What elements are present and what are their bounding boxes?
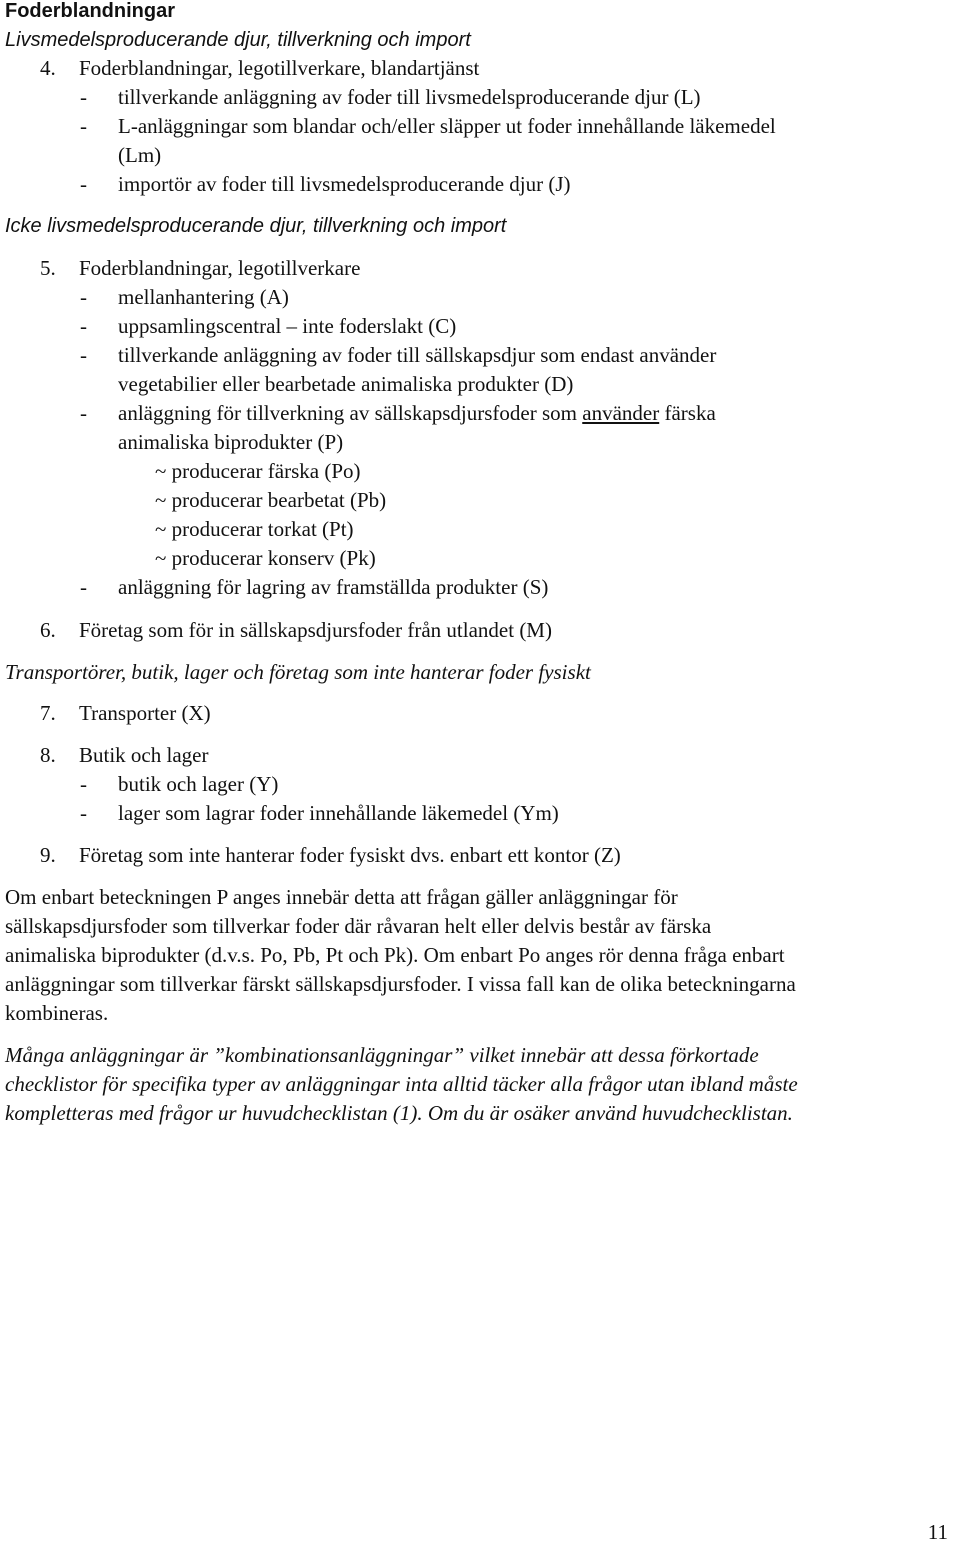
italic-paragraph-line: checklistor för specifika typer av anläggningar inta alltid täcker alla frågor utan ibland måste — [5, 1072, 798, 1096]
sub-item-text: importör av foder till livsmedelsproducerande djur (J) — [118, 172, 571, 196]
sub-item — [0, 312, 960, 341]
sub-item — [0, 83, 960, 112]
note-paragraph-line: Om enbart beteckningen P anges innebär detta att frågan gäller anläggningar för — [5, 885, 678, 909]
note-paragraph-line: anläggningar som tillverkar färskt sällskapsdjursfoder. I vissa fall kan de olika beteckningarna — [5, 972, 796, 996]
dash-bullet: - — [80, 172, 87, 196]
sub-item-text: (Lm) — [118, 143, 162, 167]
sub-sub-item-text: ~ producerar bearbetat (Pb) — [155, 488, 387, 512]
sub-item — [0, 573, 960, 602]
sub-item-text: uppsamlingscentral – inte foderslakt (C) — [118, 314, 457, 338]
section-heading-transport: Transportörer, butik, lager och företag som inte hanterar foder fysiskt — [5, 660, 591, 684]
sub-item-text: tillverkande anläggning av foder till livsmedelsproducerande djur (L) — [118, 85, 701, 109]
sub-sub-item — [0, 486, 960, 515]
note-paragraph-line: sällskapsdjursfoder som tillverkar foder där råvaran helt eller delvis består av färska — [5, 914, 712, 938]
list-item-6 — [0, 616, 960, 645]
sub-sub-item — [0, 515, 960, 544]
list-item-4 — [0, 54, 960, 83]
sub-item-text: lager som lagrar foder innehållande läkemedel (Ym) — [118, 801, 559, 825]
dash-bullet: - — [80, 343, 87, 367]
sub-item — [0, 770, 960, 799]
item-text: Företag som inte hanterar foder fysiskt dvs. enbart ett kontor (Z) — [79, 843, 621, 867]
sub-item-continuation — [0, 141, 960, 170]
item-number: 5. — [40, 256, 56, 280]
dash-bullet: - — [80, 285, 87, 309]
list-item-7 — [0, 699, 960, 728]
italic-paragraph-line: kompletteras med frågor ur huvudchecklistan (1). Om du är osäker använd huvudchecklistan. — [5, 1101, 793, 1125]
note-paragraph-line: kombineras. — [5, 1001, 109, 1025]
sub-item — [0, 112, 960, 141]
sub-sub-item-text: ~ producerar färska (Po) — [155, 459, 361, 483]
note-paragraph-line: animaliska biprodukter (d.v.s. Po, Pb, Pt och Pk). Om enbart Po anges rör denna fråga enbart — [5, 943, 785, 967]
item-number: 7. — [40, 701, 56, 725]
item-number: 6. — [40, 618, 56, 642]
section-heading-non-food: Icke livsmedelsproducerande djur, tillverkning och import — [5, 215, 507, 237]
dash-bullet: - — [80, 114, 87, 138]
sub-item — [0, 341, 960, 370]
page-number: 11 — [927, 1520, 948, 1544]
item-text: Transporter (X) — [79, 701, 211, 725]
dash-bullet: - — [80, 772, 87, 796]
sub-item-text: vegetabilier eller bearbetade animaliska produkter (D) — [118, 372, 574, 396]
section-heading-food-producing: Livsmedelsproducerande djur, tillverkning och import — [5, 29, 471, 51]
list-item-9 — [0, 841, 960, 870]
sub-item-text: tillverkande anläggning av foder till sällskapsdjur som endast använder — [118, 343, 717, 367]
sub-sub-item-text: ~ producerar konserv (Pk) — [155, 546, 376, 570]
sub-item-text: mellanhantering (A) — [118, 285, 289, 309]
sub-sub-item — [0, 457, 960, 486]
sub-item — [0, 799, 960, 828]
item-number: 9. — [40, 843, 56, 867]
dash-bullet: - — [80, 401, 87, 425]
sub-item — [0, 399, 960, 428]
sub-item-continuation — [0, 370, 960, 399]
item-number: 4. — [40, 56, 56, 80]
item-text: Foderblandningar, legotillverkare — [79, 256, 361, 280]
sub-item-text: butik och lager (Y) — [118, 772, 279, 796]
item-text: Företag som för in sällskapsdjursfoder från utlandet (M) — [79, 618, 552, 642]
italic-paragraph-line: Många anläggningar är ”kombinationsanläggningar” vilket innebär att dessa förkortade — [5, 1043, 759, 1067]
sub-item-text: anläggning för tillverkning av sällskapsdjursfoder som använder färska — [118, 401, 716, 425]
sub-sub-item-text: ~ producerar torkat (Pt) — [155, 517, 354, 541]
list-item-5 — [0, 254, 960, 283]
dash-bullet: - — [80, 314, 87, 338]
item-number: 8. — [40, 743, 56, 767]
page-title: Foderblandningar — [5, 0, 175, 22]
sub-item-text: anläggning för lagring av framställda produkter (S) — [118, 575, 549, 599]
sub-item — [0, 170, 960, 199]
dash-bullet: - — [80, 801, 87, 825]
underlined-word: använder — [582, 401, 660, 425]
sub-item-text: animaliska biprodukter (P) — [118, 430, 344, 454]
sub-item — [0, 283, 960, 312]
sub-item-continuation — [0, 428, 960, 457]
list-item-8 — [0, 741, 960, 770]
sub-sub-item — [0, 544, 960, 573]
dash-bullet: - — [80, 575, 87, 599]
item-text: Butik och lager — [79, 743, 209, 767]
dash-bullet: - — [80, 85, 87, 109]
sub-item-text: L-anläggningar som blandar och/eller släpper ut foder innehållande läkemedel — [118, 114, 776, 138]
item-text: Foderblandningar, legotillverkare, blandartjänst — [79, 56, 480, 80]
